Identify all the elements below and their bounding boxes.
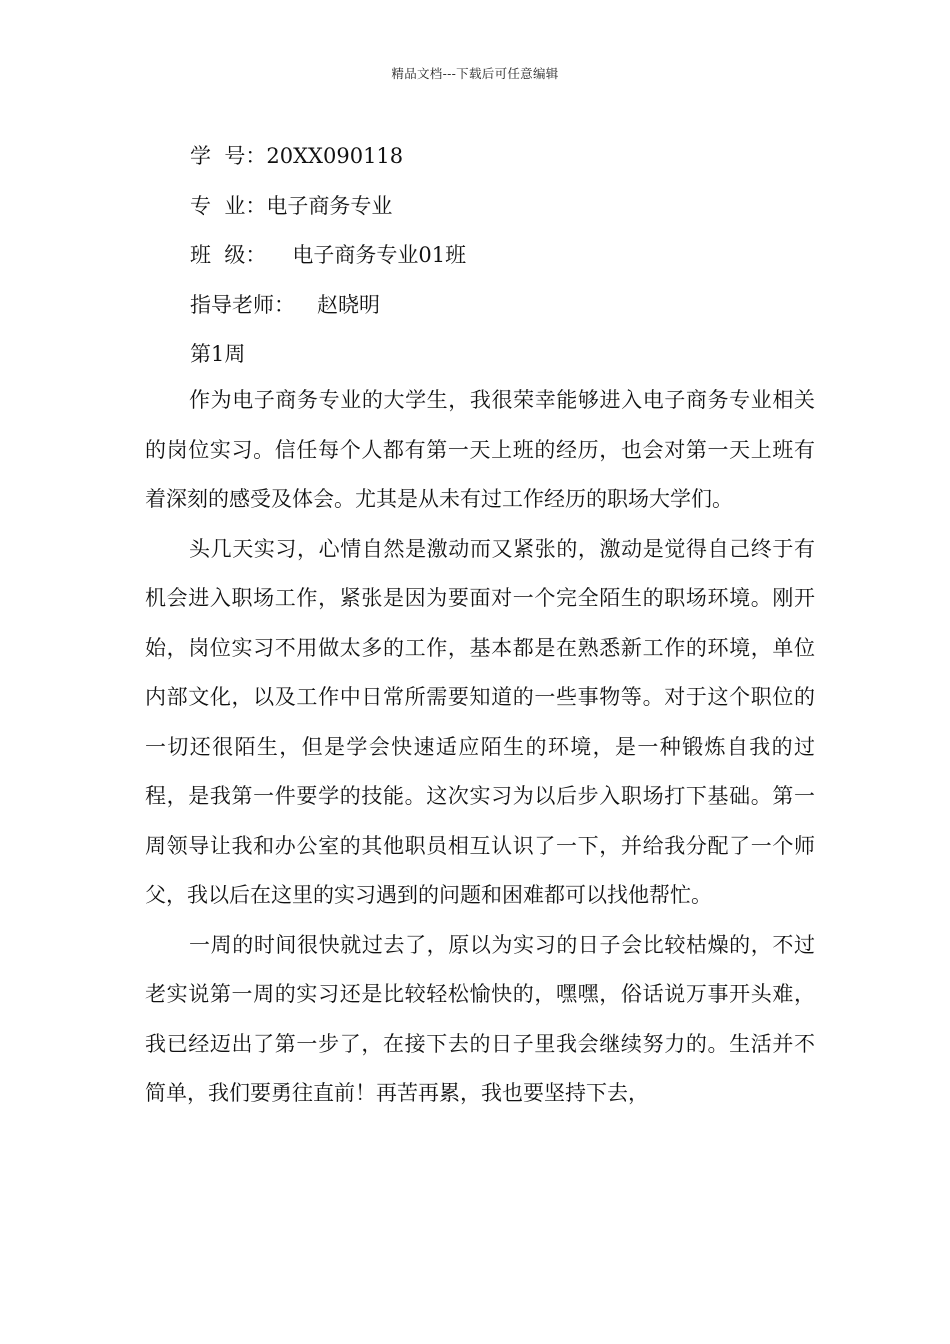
major-line <box>190 182 830 232</box>
paragraph-3: 一周的时间很快就过去了，原以为实习的日子会比较枯燥的，不过老实说第一周的实习还是比较轻松愉快的，嘿嘿，俗话说万事开头难，我已经迈出了第一步了，在接下去的日子里我会继续努力的。生活并不简单，我们要勇往直前！再苦再累，我也要坚持下去， <box>145 932 815 1105</box>
student-info <box>190 132 830 380</box>
student-id-label: 学 号： <box>190 144 267 168</box>
class-line <box>190 231 830 281</box>
paragraph-1: 作为电子商务专业的大学生，我很荣幸能够进入电子商务专业相关的岗位实习。信任每个人都有第一天上班的经历，也会对第一天上班有着深刻的感受及体会。尤其是从未有过工作经历的职场大学们。 <box>145 388 815 511</box>
class-label: 班 级： <box>190 243 267 267</box>
advisor-label: 指导老师： <box>190 292 295 317</box>
report-body <box>145 376 815 1119</box>
student-id-value: 20XX090118 <box>266 144 404 168</box>
class-value: 电子商务专业01班 <box>292 243 467 267</box>
student-id-line <box>190 132 830 182</box>
major-label: 专 业： <box>190 193 267 218</box>
page-header: 精品文档---下载后可任意编辑 <box>391 66 559 81</box>
advisor-value: 赵晓明 <box>317 292 380 317</box>
advisor-line <box>190 281 830 331</box>
week-title: 第1周 <box>190 342 246 366</box>
major-value: 电子商务专业 <box>266 193 393 218</box>
paragraph-2: 头几天实习，心情自然是激动而又紧张的，激动是觉得自己终于有机会进入职场工作，紧张是因为要面对一个完全陌生的职场环境。刚开始，岗位实习不用做太多的工作，基本都是在熟悉新工作的环境，单位内部文化，以及工作中日常所需要知道的一些事物等。对于这个职位的一切还很陌生，但是学会快速适应陌生的环境，是一种锻炼自我的过程，是我第一件要学的技能。这次实习为以后步入职场打下基础。第一周领导让我和办公室的其他职员相互认识了一下，并给我分配了一个师父，我以后在这里的实习遇到的问题和困难都可以找他帮忙。 <box>145 536 815 907</box>
